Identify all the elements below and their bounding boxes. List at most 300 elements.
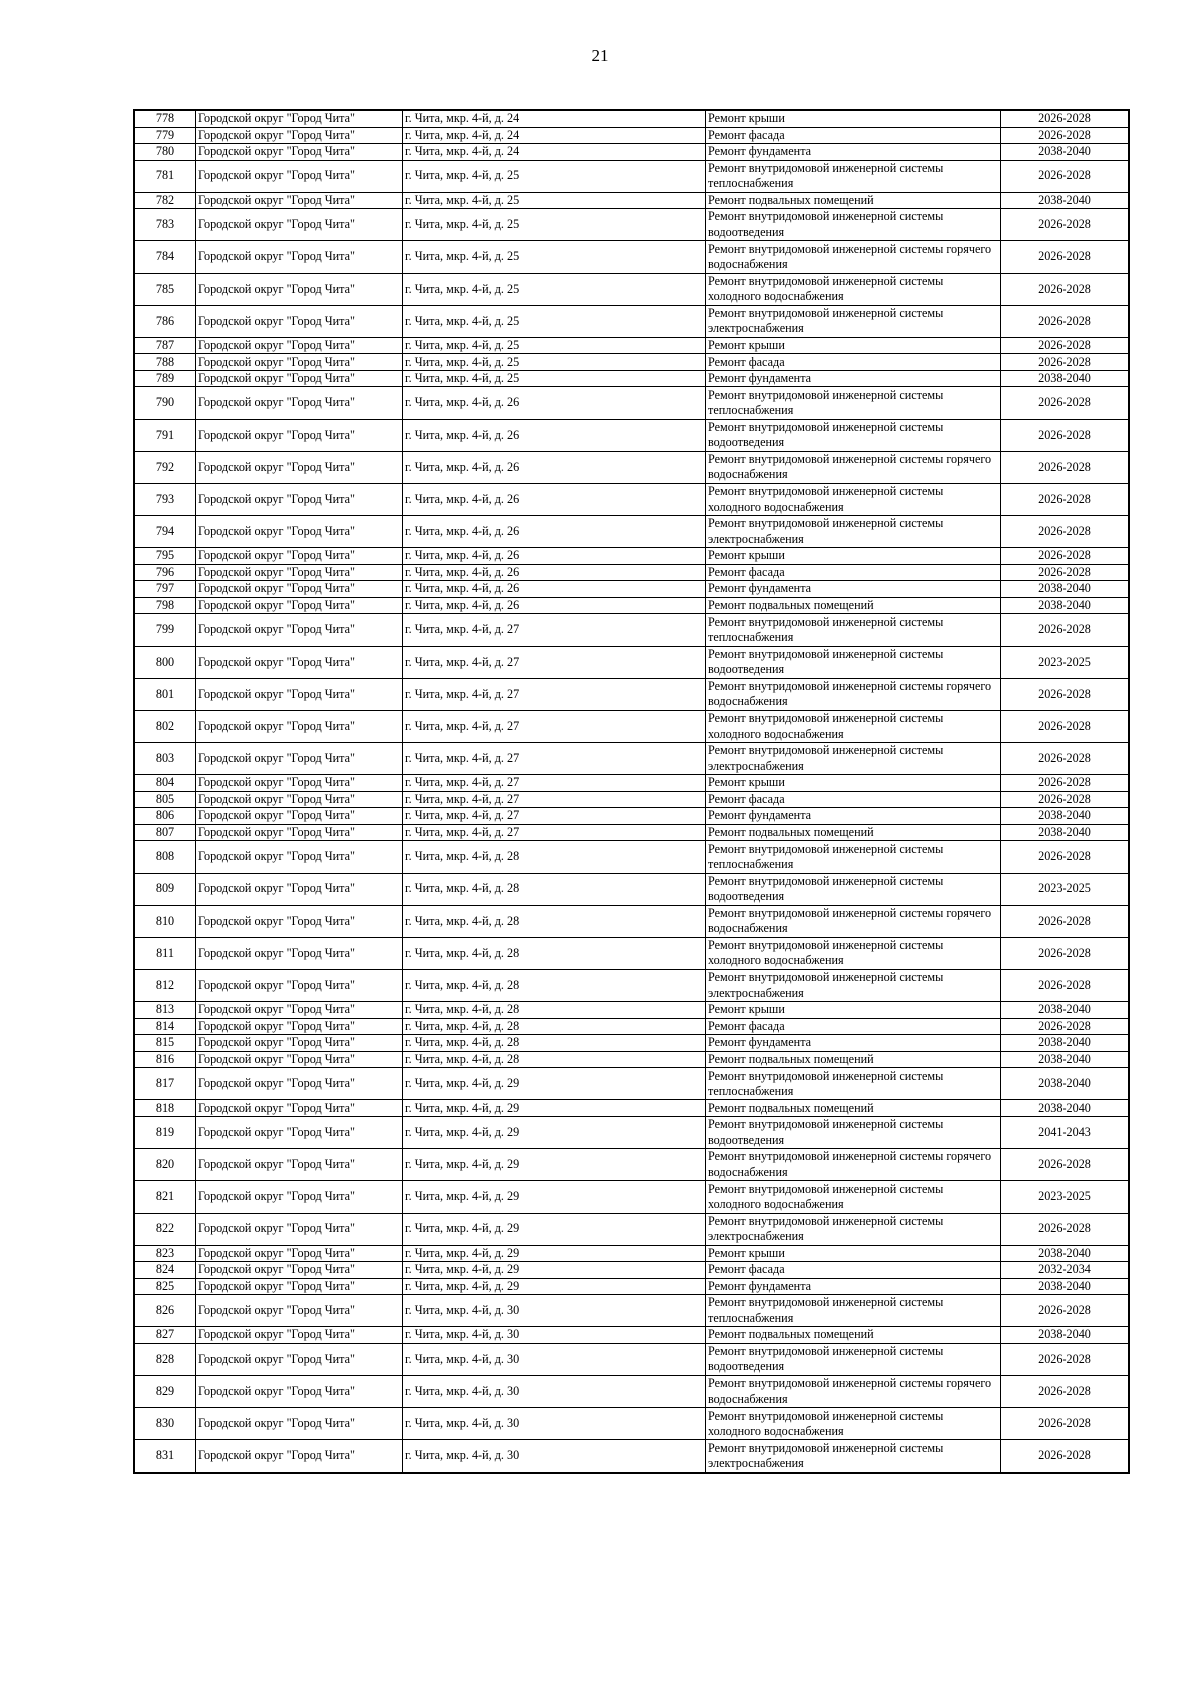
municipality-cell: Городской округ "Город Чита" — [196, 873, 403, 905]
row-number-cell: 791 — [134, 419, 196, 451]
period-cell: 2023-2025 — [1001, 646, 1130, 678]
period-cell: 2026-2028 — [1001, 516, 1130, 548]
table-row — [134, 370, 1129, 387]
row-number-cell: 779 — [134, 127, 196, 144]
work-type-cell: Ремонт внутридомовой инженерной системы теплоснабжения — [706, 387, 1001, 419]
period-cell: 2026-2028 — [1001, 678, 1130, 710]
table-row — [134, 1002, 1129, 1019]
work-type-cell: Ремонт крыши — [706, 775, 1001, 792]
row-number-cell: 822 — [134, 1213, 196, 1245]
municipality-cell: Городской округ "Город Чита" — [196, 1100, 403, 1117]
address-cell: г. Чита, мкр. 4-й, д. 30 — [403, 1295, 706, 1327]
period-cell: 2038-2040 — [1001, 581, 1130, 598]
table-row — [134, 273, 1129, 305]
row-number-cell: 794 — [134, 516, 196, 548]
municipality-cell: Городской округ "Город Чита" — [196, 516, 403, 548]
row-number-cell: 786 — [134, 305, 196, 337]
period-cell: 2026-2028 — [1001, 710, 1130, 742]
address-cell: г. Чита, мкр. 4-й, д. 25 — [403, 354, 706, 371]
municipality-cell: Городской округ "Город Чита" — [196, 484, 403, 516]
municipality-cell: Городской округ "Город Чита" — [196, 597, 403, 614]
row-number-cell: 795 — [134, 548, 196, 565]
address-cell: г. Чита, мкр. 4-й, д. 27 — [403, 678, 706, 710]
table-row — [134, 808, 1129, 825]
period-cell: 2038-2040 — [1001, 192, 1130, 209]
period-cell: 2026-2028 — [1001, 451, 1130, 483]
row-number-cell: 814 — [134, 1018, 196, 1035]
municipality-cell: Городской округ "Город Чита" — [196, 160, 403, 192]
row-number-cell: 821 — [134, 1181, 196, 1213]
municipality-cell: Городской округ "Город Чита" — [196, 1035, 403, 1052]
municipality-cell: Городской округ "Город Чита" — [196, 1262, 403, 1279]
address-cell: г. Чита, мкр. 4-й, д. 24 — [403, 110, 706, 127]
row-number-cell: 808 — [134, 841, 196, 873]
address-cell: г. Чита, мкр. 4-й, д. 25 — [403, 241, 706, 273]
row-number-cell: 809 — [134, 873, 196, 905]
work-type-cell: Ремонт внутридомовой инженерной системы электроснабжения — [706, 305, 1001, 337]
address-cell: г. Чита, мкр. 4-й, д. 27 — [403, 743, 706, 775]
table-row — [134, 387, 1129, 419]
address-cell: г. Чита, мкр. 4-й, д. 24 — [403, 144, 706, 161]
period-cell: 2038-2040 — [1001, 144, 1130, 161]
row-number-cell: 789 — [134, 370, 196, 387]
municipality-cell: Городской округ "Город Чита" — [196, 1149, 403, 1181]
table-row — [134, 970, 1129, 1002]
row-number-cell: 807 — [134, 824, 196, 841]
repair-schedule-table — [133, 109, 1130, 1474]
table-row — [134, 484, 1129, 516]
table-row — [134, 1343, 1129, 1375]
table-row — [134, 1262, 1129, 1279]
period-cell: 2038-2040 — [1001, 1245, 1130, 1262]
address-cell: г. Чита, мкр. 4-й, д. 27 — [403, 791, 706, 808]
work-type-cell: Ремонт внутридомовой инженерной системы теплоснабжения — [706, 841, 1001, 873]
address-cell: г. Чита, мкр. 4-й, д. 30 — [403, 1440, 706, 1473]
row-number-cell: 778 — [134, 110, 196, 127]
table-row — [134, 1408, 1129, 1440]
work-type-cell: Ремонт подвальных помещений — [706, 1327, 1001, 1344]
work-type-cell: Ремонт крыши — [706, 548, 1001, 565]
period-cell: 2026-2028 — [1001, 273, 1130, 305]
work-type-cell: Ремонт внутридомовой инженерной системы теплоснабжения — [706, 1068, 1001, 1100]
table-row — [134, 873, 1129, 905]
address-cell: г. Чита, мкр. 4-й, д. 28 — [403, 1051, 706, 1068]
address-cell: г. Чита, мкр. 4-й, д. 28 — [403, 841, 706, 873]
table-row — [134, 841, 1129, 873]
work-type-cell: Ремонт внутридомовой инженерной системы холодного водоснабжения — [706, 1181, 1001, 1213]
address-cell: г. Чита, мкр. 4-й, д. 25 — [403, 305, 706, 337]
municipality-cell: Городской округ "Город Чита" — [196, 305, 403, 337]
period-cell: 2026-2028 — [1001, 160, 1130, 192]
table-row — [134, 241, 1129, 273]
period-cell: 2026-2028 — [1001, 1149, 1130, 1181]
address-cell: г. Чита, мкр. 4-й, д. 26 — [403, 581, 706, 598]
work-type-cell: Ремонт фундамента — [706, 370, 1001, 387]
period-cell: 2026-2028 — [1001, 1343, 1130, 1375]
work-type-cell: Ремонт фасада — [706, 127, 1001, 144]
row-number-cell: 803 — [134, 743, 196, 775]
table-row — [134, 1181, 1129, 1213]
address-cell: г. Чита, мкр. 4-й, д. 24 — [403, 127, 706, 144]
work-type-cell: Ремонт подвальных помещений — [706, 1100, 1001, 1117]
address-cell: г. Чита, мкр. 4-й, д. 28 — [403, 905, 706, 937]
address-cell: г. Чита, мкр. 4-й, д. 29 — [403, 1262, 706, 1279]
municipality-cell: Городской округ "Город Чита" — [196, 354, 403, 371]
address-cell: г. Чита, мкр. 4-й, д. 29 — [403, 1100, 706, 1117]
work-type-cell: Ремонт внутридомовой инженерной системы теплоснабжения — [706, 160, 1001, 192]
municipality-cell: Городской округ "Город Чита" — [196, 370, 403, 387]
address-cell: г. Чита, мкр. 4-й, д. 25 — [403, 337, 706, 354]
table-row — [134, 1068, 1129, 1100]
period-cell: 2026-2028 — [1001, 387, 1130, 419]
row-number-cell: 788 — [134, 354, 196, 371]
row-number-cell: 815 — [134, 1035, 196, 1052]
address-cell: г. Чита, мкр. 4-й, д. 29 — [403, 1245, 706, 1262]
table-row — [134, 678, 1129, 710]
row-number-cell: 784 — [134, 241, 196, 273]
address-cell: г. Чита, мкр. 4-й, д. 30 — [403, 1408, 706, 1440]
period-cell: 2038-2040 — [1001, 1002, 1130, 1019]
municipality-cell: Городской округ "Город Чита" — [196, 808, 403, 825]
row-number-cell: 780 — [134, 144, 196, 161]
address-cell: г. Чита, мкр. 4-й, д. 26 — [403, 564, 706, 581]
municipality-cell: Городской округ "Город Чита" — [196, 970, 403, 1002]
period-cell: 2038-2040 — [1001, 370, 1130, 387]
municipality-cell: Городской округ "Город Чита" — [196, 581, 403, 598]
period-cell: 2038-2040 — [1001, 1051, 1130, 1068]
period-cell: 2026-2028 — [1001, 127, 1130, 144]
address-cell: г. Чита, мкр. 4-й, д. 26 — [403, 548, 706, 565]
period-cell: 2026-2028 — [1001, 110, 1130, 127]
row-number-cell: 806 — [134, 808, 196, 825]
row-number-cell: 818 — [134, 1100, 196, 1117]
table-row — [134, 646, 1129, 678]
table-row — [134, 451, 1129, 483]
work-type-cell: Ремонт фасада — [706, 791, 1001, 808]
period-cell: 2026-2028 — [1001, 305, 1130, 337]
table-row — [134, 1278, 1129, 1295]
period-cell: 2026-2028 — [1001, 775, 1130, 792]
table-row — [134, 710, 1129, 742]
row-number-cell: 823 — [134, 1245, 196, 1262]
page-number: 21 — [591, 46, 609, 65]
work-type-cell: Ремонт внутридомовой инженерной системы водоотведения — [706, 1116, 1001, 1148]
work-type-cell: Ремонт внутридомовой инженерной системы водоотведения — [706, 419, 1001, 451]
table-row — [134, 337, 1129, 354]
period-cell: 2038-2040 — [1001, 1278, 1130, 1295]
period-cell: 2032-2034 — [1001, 1262, 1130, 1279]
municipality-cell: Городской округ "Город Чита" — [196, 110, 403, 127]
address-cell: г. Чита, мкр. 4-й, д. 27 — [403, 646, 706, 678]
municipality-cell: Городской округ "Город Чита" — [196, 937, 403, 969]
municipality-cell: Городской округ "Город Чита" — [196, 678, 403, 710]
address-cell: г. Чита, мкр. 4-й, д. 26 — [403, 484, 706, 516]
row-number-cell: 797 — [134, 581, 196, 598]
address-cell: г. Чита, мкр. 4-й, д. 27 — [403, 775, 706, 792]
address-cell: г. Чита, мкр. 4-й, д. 28 — [403, 970, 706, 1002]
work-type-cell: Ремонт подвальных помещений — [706, 597, 1001, 614]
table-row — [134, 1295, 1129, 1327]
table-row — [134, 1213, 1129, 1245]
work-type-cell: Ремонт фасада — [706, 354, 1001, 371]
row-number-cell: 827 — [134, 1327, 196, 1344]
work-type-cell: Ремонт фасада — [706, 1262, 1001, 1279]
address-cell: г. Чита, мкр. 4-й, д. 25 — [403, 273, 706, 305]
row-number-cell: 800 — [134, 646, 196, 678]
address-cell: г. Чита, мкр. 4-й, д. 28 — [403, 1002, 706, 1019]
table-row — [134, 419, 1129, 451]
table-row — [134, 1051, 1129, 1068]
address-cell: г. Чита, мкр. 4-й, д. 28 — [403, 873, 706, 905]
work-type-cell: Ремонт внутридомовой инженерной системы горячего водоснабжения — [706, 1149, 1001, 1181]
period-cell: 2026-2028 — [1001, 484, 1130, 516]
row-number-cell: 787 — [134, 337, 196, 354]
address-cell: г. Чита, мкр. 4-й, д. 30 — [403, 1343, 706, 1375]
period-cell: 2026-2028 — [1001, 791, 1130, 808]
row-number-cell: 824 — [134, 1262, 196, 1279]
address-cell: г. Чита, мкр. 4-й, д. 28 — [403, 1018, 706, 1035]
municipality-cell: Городской округ "Город Чита" — [196, 710, 403, 742]
period-cell: 2038-2040 — [1001, 824, 1130, 841]
work-type-cell: Ремонт внутридомовой инженерной системы горячего водоснабжения — [706, 1376, 1001, 1408]
table-row — [134, 1100, 1129, 1117]
work-type-cell: Ремонт фундамента — [706, 581, 1001, 598]
row-number-cell: 802 — [134, 710, 196, 742]
table-row — [134, 1245, 1129, 1262]
work-type-cell: Ремонт крыши — [706, 1002, 1001, 1019]
address-cell: г. Чита, мкр. 4-й, д. 30 — [403, 1376, 706, 1408]
table-row — [134, 127, 1129, 144]
table-row — [134, 597, 1129, 614]
table-row — [134, 209, 1129, 241]
table-row — [134, 1440, 1129, 1473]
municipality-cell: Городской округ "Город Чита" — [196, 1116, 403, 1148]
municipality-cell: Городской округ "Город Чита" — [196, 337, 403, 354]
period-cell: 2026-2028 — [1001, 1376, 1130, 1408]
row-number-cell: 798 — [134, 597, 196, 614]
municipality-cell: Городской округ "Город Чита" — [196, 775, 403, 792]
work-type-cell: Ремонт подвальных помещений — [706, 1051, 1001, 1068]
municipality-cell: Городской округ "Город Чита" — [196, 1408, 403, 1440]
municipality-cell: Городской округ "Город Чита" — [196, 1327, 403, 1344]
address-cell: г. Чита, мкр. 4-й, д. 29 — [403, 1181, 706, 1213]
address-cell: г. Чита, мкр. 4-й, д. 27 — [403, 614, 706, 646]
table-row — [134, 354, 1129, 371]
municipality-cell: Городской округ "Город Чита" — [196, 1181, 403, 1213]
address-cell: г. Чита, мкр. 4-й, д. 27 — [403, 824, 706, 841]
table-row — [134, 305, 1129, 337]
row-number-cell: 810 — [134, 905, 196, 937]
municipality-cell: Городской округ "Город Чита" — [196, 127, 403, 144]
work-type-cell: Ремонт фундамента — [706, 144, 1001, 161]
municipality-cell: Городской округ "Город Чита" — [196, 241, 403, 273]
table-row — [134, 144, 1129, 161]
work-type-cell: Ремонт внутридомовой инженерной системы водоотведения — [706, 209, 1001, 241]
address-cell: г. Чита, мкр. 4-й, д. 28 — [403, 937, 706, 969]
period-cell: 2026-2028 — [1001, 419, 1130, 451]
municipality-cell: Городской округ "Город Чита" — [196, 1343, 403, 1375]
municipality-cell: Городской округ "Город Чита" — [196, 646, 403, 678]
municipality-cell: Городской округ "Город Чита" — [196, 564, 403, 581]
work-type-cell: Ремонт фасада — [706, 564, 1001, 581]
work-type-cell: Ремонт фасада — [706, 1018, 1001, 1035]
period-cell: 2026-2028 — [1001, 841, 1130, 873]
work-type-cell: Ремонт внутридомовой инженерной системы холодного водоснабжения — [706, 937, 1001, 969]
municipality-cell: Городской округ "Город Чита" — [196, 144, 403, 161]
work-type-cell: Ремонт фундамента — [706, 808, 1001, 825]
period-cell: 2026-2028 — [1001, 354, 1130, 371]
period-cell: 2026-2028 — [1001, 564, 1130, 581]
address-cell: г. Чита, мкр. 4-й, д. 29 — [403, 1278, 706, 1295]
work-type-cell: Ремонт внутридомовой инженерной системы горячего водоснабжения — [706, 905, 1001, 937]
row-number-cell: 829 — [134, 1376, 196, 1408]
address-cell: г. Чита, мкр. 4-й, д. 25 — [403, 370, 706, 387]
row-number-cell: 826 — [134, 1295, 196, 1327]
address-cell: г. Чита, мкр. 4-й, д. 25 — [403, 160, 706, 192]
municipality-cell: Городской округ "Город Чита" — [196, 1376, 403, 1408]
work-type-cell: Ремонт внутридомовой инженерной системы горячего водоснабжения — [706, 241, 1001, 273]
address-cell: г. Чита, мкр. 4-й, д. 27 — [403, 710, 706, 742]
municipality-cell: Городской округ "Город Чита" — [196, 841, 403, 873]
period-cell: 2026-2028 — [1001, 1018, 1130, 1035]
address-cell: г. Чита, мкр. 4-й, д. 26 — [403, 387, 706, 419]
row-number-cell: 816 — [134, 1051, 196, 1068]
table-body — [134, 110, 1129, 1473]
period-cell: 2026-2028 — [1001, 1440, 1130, 1473]
period-cell: 2026-2028 — [1001, 337, 1130, 354]
work-type-cell: Ремонт фундамента — [706, 1278, 1001, 1295]
period-cell: 2026-2028 — [1001, 970, 1130, 1002]
table-row — [134, 160, 1129, 192]
table-row — [134, 548, 1129, 565]
row-number-cell: 792 — [134, 451, 196, 483]
period-cell: 2026-2028 — [1001, 937, 1130, 969]
work-type-cell: Ремонт внутридомовой инженерной системы водоотведения — [706, 646, 1001, 678]
municipality-cell: Городской округ "Город Чита" — [196, 824, 403, 841]
work-type-cell: Ремонт внутридомовой инженерной системы электроснабжения — [706, 743, 1001, 775]
municipality-cell: Городской округ "Город Чита" — [196, 387, 403, 419]
table-row — [134, 743, 1129, 775]
period-cell: 2023-2025 — [1001, 873, 1130, 905]
table-row — [134, 1018, 1129, 1035]
row-number-cell: 783 — [134, 209, 196, 241]
address-cell: г. Чита, мкр. 4-й, д. 28 — [403, 1035, 706, 1052]
table-row — [134, 937, 1129, 969]
work-type-cell: Ремонт внутридомовой инженерной системы холодного водоснабжения — [706, 273, 1001, 305]
address-cell: г. Чита, мкр. 4-й, д. 25 — [403, 192, 706, 209]
municipality-cell: Городской округ "Город Чита" — [196, 192, 403, 209]
municipality-cell: Городской округ "Город Чита" — [196, 743, 403, 775]
address-cell: г. Чита, мкр. 4-й, д. 27 — [403, 808, 706, 825]
address-cell: г. Чита, мкр. 4-й, д. 29 — [403, 1213, 706, 1245]
table-row — [134, 1035, 1129, 1052]
table-row — [134, 614, 1129, 646]
table-row — [134, 824, 1129, 841]
municipality-cell: Городской округ "Город Чита" — [196, 1051, 403, 1068]
period-cell: 2026-2028 — [1001, 1295, 1130, 1327]
period-cell: 2023-2025 — [1001, 1181, 1130, 1213]
row-number-cell: 812 — [134, 970, 196, 1002]
address-cell: г. Чита, мкр. 4-й, д. 26 — [403, 451, 706, 483]
period-cell: 2038-2040 — [1001, 808, 1130, 825]
table-row — [134, 1327, 1129, 1344]
address-cell: г. Чита, мкр. 4-й, д. 26 — [403, 597, 706, 614]
table-row — [134, 791, 1129, 808]
period-cell: 2038-2040 — [1001, 597, 1130, 614]
address-cell: г. Чита, мкр. 4-й, д. 25 — [403, 209, 706, 241]
work-type-cell: Ремонт внутридомовой инженерной системы холодного водоснабжения — [706, 484, 1001, 516]
work-type-cell: Ремонт внутридомовой инженерной системы холодного водоснабжения — [706, 710, 1001, 742]
row-number-cell: 790 — [134, 387, 196, 419]
municipality-cell: Городской округ "Город Чита" — [196, 1295, 403, 1327]
work-type-cell: Ремонт внутридомовой инженерной системы теплоснабжения — [706, 1295, 1001, 1327]
municipality-cell: Городской округ "Город Чита" — [196, 273, 403, 305]
address-cell: г. Чита, мкр. 4-й, д. 30 — [403, 1327, 706, 1344]
work-type-cell: Ремонт фундамента — [706, 1035, 1001, 1052]
row-number-cell: 820 — [134, 1149, 196, 1181]
period-cell: 2026-2028 — [1001, 241, 1130, 273]
table-row — [134, 516, 1129, 548]
work-type-cell: Ремонт внутридомовой инженерной системы электроснабжения — [706, 970, 1001, 1002]
period-cell: 2026-2028 — [1001, 209, 1130, 241]
table-row — [134, 905, 1129, 937]
row-number-cell: 831 — [134, 1440, 196, 1473]
row-number-cell: 781 — [134, 160, 196, 192]
row-number-cell: 804 — [134, 775, 196, 792]
address-cell: г. Чита, мкр. 4-й, д. 29 — [403, 1149, 706, 1181]
municipality-cell: Городской округ "Город Чита" — [196, 1245, 403, 1262]
municipality-cell: Городской округ "Город Чита" — [196, 614, 403, 646]
period-cell: 2026-2028 — [1001, 1408, 1130, 1440]
work-type-cell: Ремонт подвальных помещений — [706, 824, 1001, 841]
municipality-cell: Городской округ "Город Чита" — [196, 451, 403, 483]
row-number-cell: 819 — [134, 1116, 196, 1148]
work-type-cell: Ремонт внутридомовой инженерной системы электроснабжения — [706, 1440, 1001, 1473]
period-cell: 2026-2028 — [1001, 614, 1130, 646]
row-number-cell: 796 — [134, 564, 196, 581]
period-cell: 2026-2028 — [1001, 548, 1130, 565]
row-number-cell: 785 — [134, 273, 196, 305]
table-row — [134, 564, 1129, 581]
municipality-cell: Городской округ "Город Чита" — [196, 548, 403, 565]
work-type-cell: Ремонт внутридомовой инженерной системы водоотведения — [706, 873, 1001, 905]
work-type-cell: Ремонт внутридомовой инженерной системы горячего водоснабжения — [706, 451, 1001, 483]
municipality-cell: Городской округ "Город Чита" — [196, 1018, 403, 1035]
work-type-cell: Ремонт внутридомовой инженерной системы теплоснабжения — [706, 614, 1001, 646]
period-cell: 2038-2040 — [1001, 1068, 1130, 1100]
work-type-cell: Ремонт крыши — [706, 1245, 1001, 1262]
table-row — [134, 1376, 1129, 1408]
row-number-cell: 813 — [134, 1002, 196, 1019]
work-type-cell: Ремонт внутридомовой инженерной системы электроснабжения — [706, 1213, 1001, 1245]
work-type-cell: Ремонт внутридомовой инженерной системы холодного водоснабжения — [706, 1408, 1001, 1440]
municipality-cell: Городской округ "Город Чита" — [196, 419, 403, 451]
row-number-cell: 830 — [134, 1408, 196, 1440]
work-type-cell: Ремонт крыши — [706, 337, 1001, 354]
period-cell: 2026-2028 — [1001, 1213, 1130, 1245]
row-number-cell: 793 — [134, 484, 196, 516]
address-cell: г. Чита, мкр. 4-й, д. 29 — [403, 1116, 706, 1148]
period-cell: 2026-2028 — [1001, 743, 1130, 775]
row-number-cell: 805 — [134, 791, 196, 808]
municipality-cell: Городской округ "Город Чита" — [196, 1213, 403, 1245]
period-cell: 2026-2028 — [1001, 905, 1130, 937]
municipality-cell: Городской округ "Город Чита" — [196, 1278, 403, 1295]
row-number-cell: 799 — [134, 614, 196, 646]
table-row — [134, 1116, 1129, 1148]
municipality-cell: Городской округ "Город Чита" — [196, 209, 403, 241]
period-cell: 2041-2043 — [1001, 1116, 1130, 1148]
